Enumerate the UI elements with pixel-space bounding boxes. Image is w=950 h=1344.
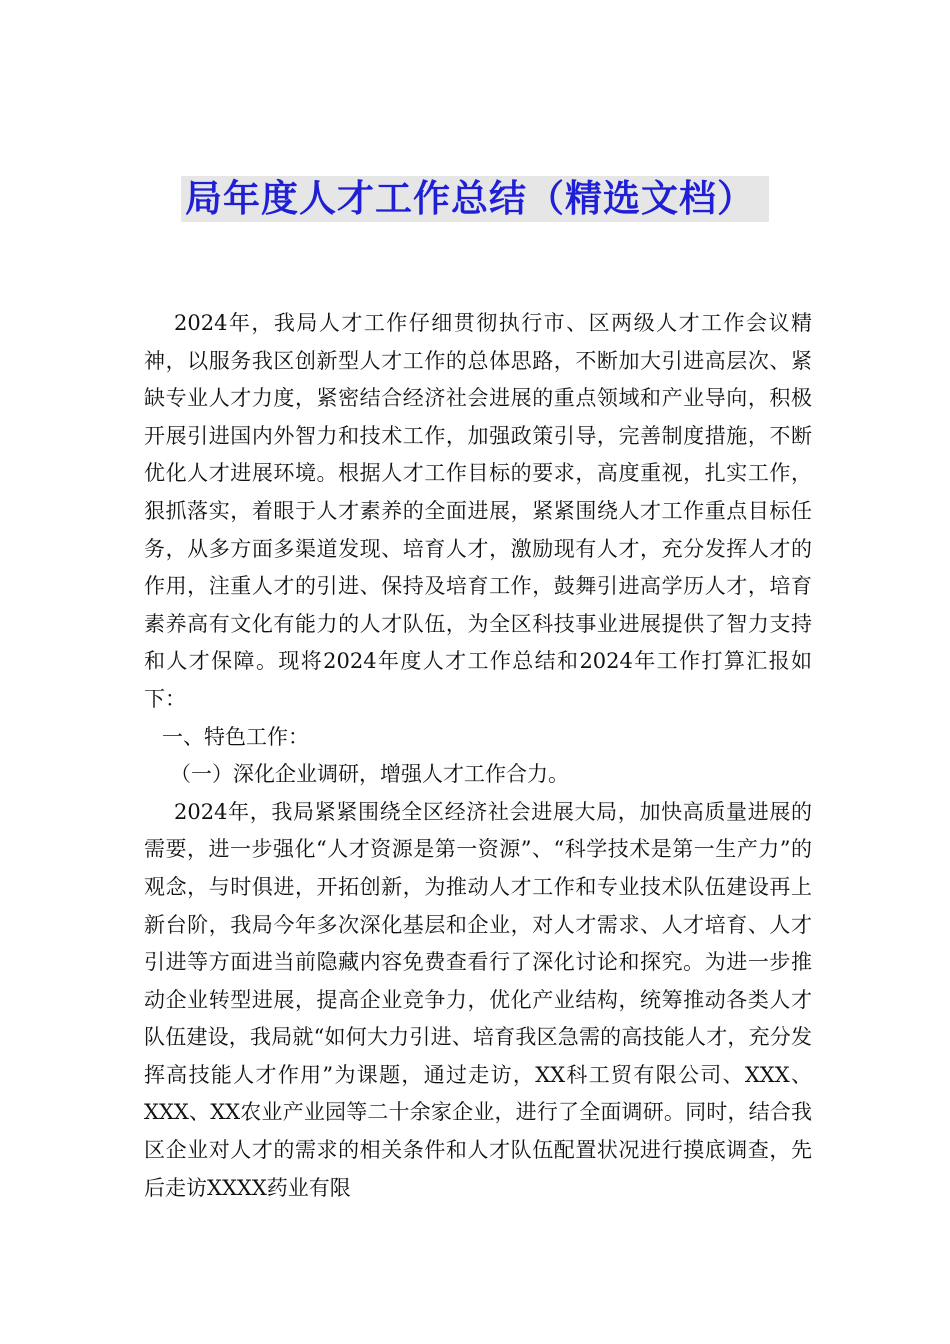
paragraph-research: 2024年，我局紧紧围绕全区经济社会进展大局，加快高质量进展的需要，进一步强化“人才资源是第一资源”、“科学技术是第一生产力”的观念，与时俱进，开拓创新，为推动人才工作和专业技术队伍建设再上新台阶，我局今年多次深化基层和企业，对人才需求、人才培育、人才引进等方面进当前隐藏内容免费查看行了深化讨论和探究。为进一步推动企业转型进展，提高企业竞争力，优化产业结构，统筹推动各类人才队伍建设，我局就“如何大力引进、培育我区急需的高技能人才，充分发挥高技能人才作用”为课题，通过走访，XX科工贸有限公司、XXX、XXX、XX农业产业园等二十余家企业，进行了全面调研。同时，结合我区企业对人才的需求的相关条件和人才队伍配置状况进行摸底调查，先后走访XXXX药业有限 (144, 799, 813, 1200)
document-body (144, 305, 812, 1207)
paragraph-intro: 2024年，我局人才工作仔细贯彻执行市、区两级人才工作会议精神，以服务我区创新型人才工作的总体思路，不断加大引进高层次、紧缺专业人才力度，紧密结合经济社会进展的重点领域和产业导向，积极开展引进国内外智力和技术工作，加强政策引导，完善制度措施，不断优化人才进展环境。根据人才工作目标的要求，高度重视，扎实工作，狠抓落实，着眼于人才素养的全面进展，紧紧围绕人才工作重点目标任务，从多方面多渠道发现、培育人才，激励现有人才，充分发挥人才的作用，注重人才的引进、保持及培育工作，鼓舞引进高学历人才，培育素养高有文化有能力的人才队伍，为全区科技事业进展提供了智力支持和人才保障。现将2024年度人才工作总结和2024年工作打算汇报如下： (144, 311, 812, 711)
title-container (0, 176, 950, 222)
document-title: 局年度人才工作总结（精选文档） (181, 176, 769, 222)
section-heading-features: 一、特色工作： (162, 724, 309, 749)
subsection-heading-research: （一）深化企业调研，增强人才工作合力。 (170, 762, 569, 787)
